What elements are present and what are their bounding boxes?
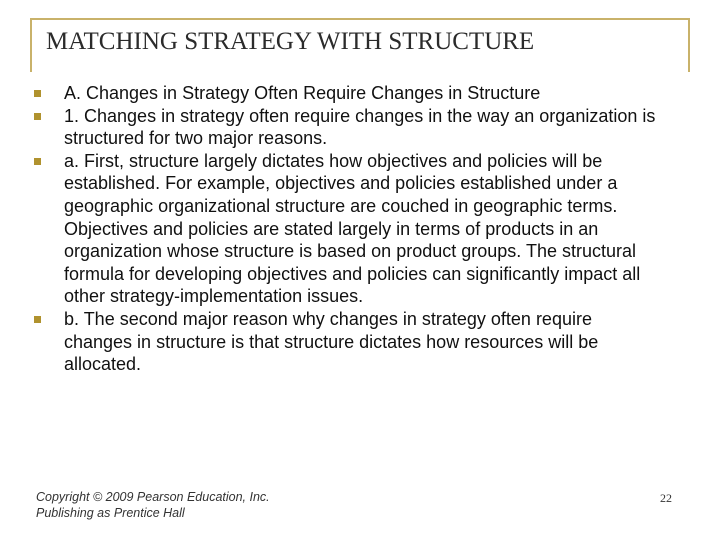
copyright-notice	[36, 489, 270, 521]
square-bullet-icon	[34, 113, 41, 120]
square-bullet-icon	[34, 90, 41, 97]
bullet-item-a-sub	[34, 150, 664, 308]
square-bullet-icon	[34, 316, 41, 323]
bullet-text: A. Changes in Strategy Often Require Changes in Structure	[64, 83, 541, 103]
slide-title: MATCHING STRATEGY WITH STRUCTURE	[46, 28, 535, 55]
title-frame-left-border	[30, 18, 32, 72]
title-frame-right-border	[688, 18, 690, 72]
bullet-list	[34, 82, 664, 376]
bullet-item-b-sub	[34, 308, 664, 376]
copyright-line-1: Copyright © 2009 Pearson Education, Inc.	[36, 490, 270, 504]
bullet-text: b. The second major reason why changes in strategy often require changes in structure is that structure dictates how resources will be allocated.	[64, 308, 599, 375]
copyright-line-2: Publishing as Prentice Hall	[36, 506, 185, 520]
title-frame-top-border	[30, 18, 690, 20]
bullet-text: a. First, structure largely dictates how objectives and policies will be established. For example, objectives and policies established under a geographic organizational structure are couched in geographic terms. Objectives and policies are stated largely in terms of products in an organization whose structure is based on product groups. The structural formula for developing objectives and policies can significantly impact all other strategy-implementation issues.	[64, 150, 641, 307]
bullet-text: 1. Changes in strategy often require changes in the way an organization is structured for two major reasons.	[64, 105, 656, 149]
bullet-item-a	[34, 82, 664, 105]
square-bullet-icon	[34, 158, 41, 165]
page-number: 22	[660, 491, 672, 505]
bullet-item-1	[34, 105, 664, 150]
